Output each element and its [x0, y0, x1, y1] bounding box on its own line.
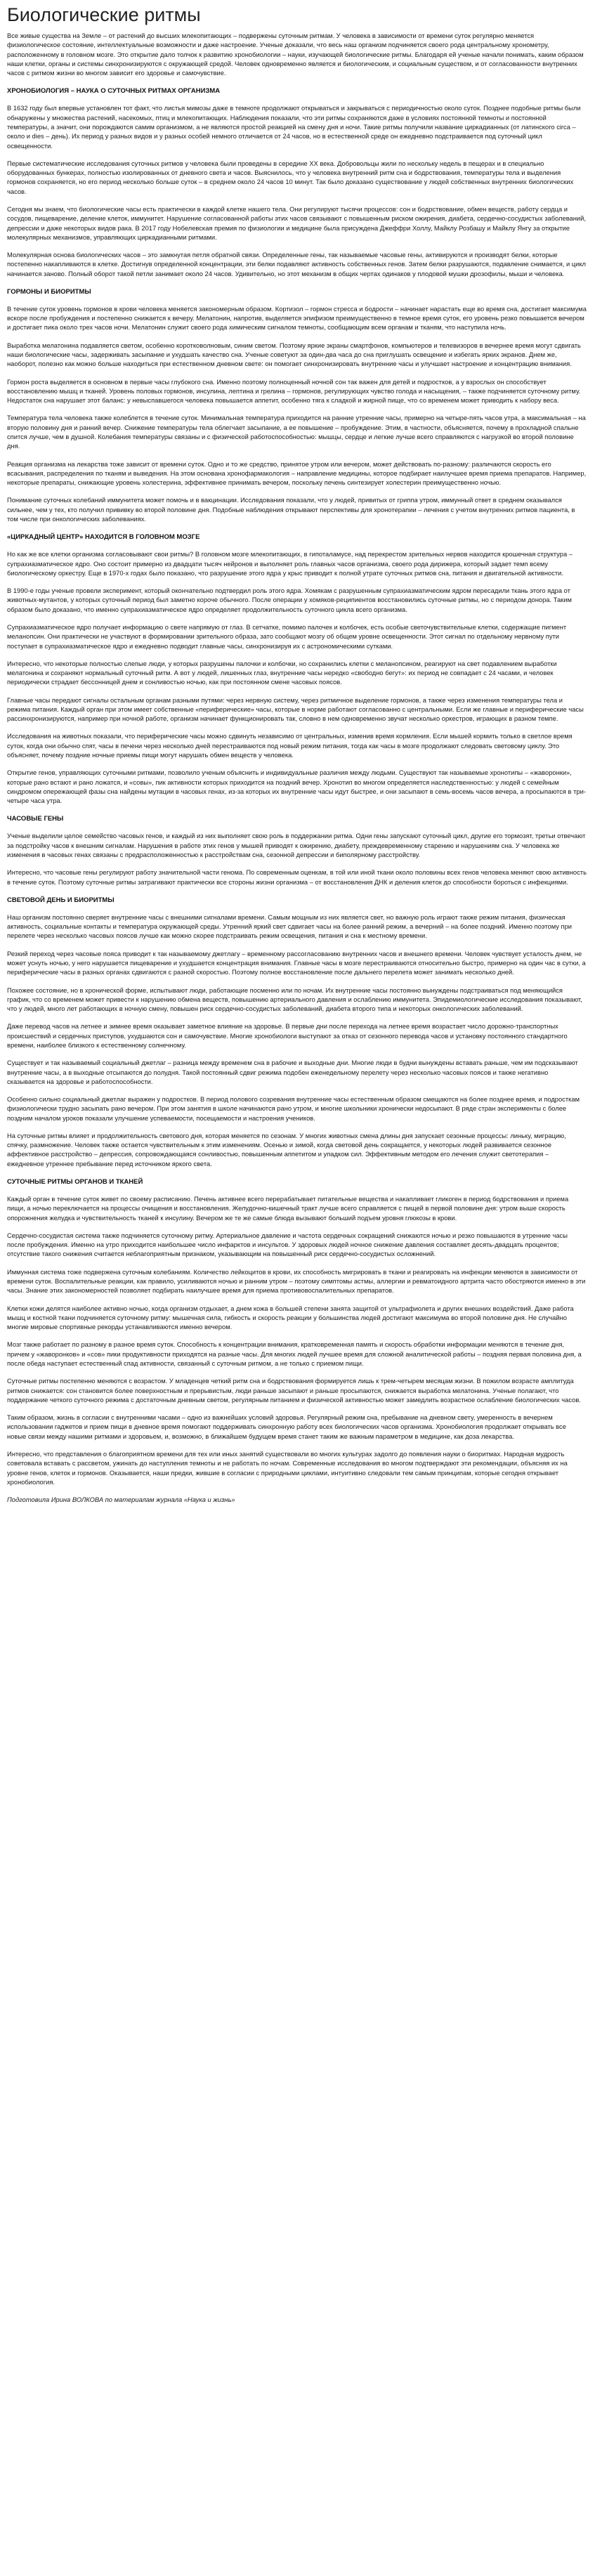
paragraph: Открытие генов, управляющих суточными ритмами, позволило ученым объяснить и индивидуальные различия между людьми. Существуют так называемые хронотипы – «жаворонки», которые рано встают и рано ложатся, и «совы», пик активности которых приходится на поздний вечер. Хронотип во многом определяется наследственностью: у людей с семейным синдромом опережающей фазы сна найдены мутации в часовых генах, из-за которых их внутренние часы идут быстрее, и они засыпают в семь-восемь часов вечера, а просыпаются в три-четыре часа утра. [7, 769, 586, 805]
section-heading-daylight: СВЕТОВОЙ ДЕНЬ И БИОРИТМЫ [7, 896, 115, 904]
paragraph: Главные часы передают сигналы остальным органам разными путями: через нервную систему, через ритмичное выделение гормонов, а также через изменения температуры тела и режима питания. Каждый орган при этом имеет собственные «периферические» часы, которые в норме работают согласованно с центральными. Если же главные и периферические часы рассинхронизируются, например при ночной работе, организм начинает функционировать так, словно в нем одновременно звучат несколько оркестров, играющих в разном темпе. [7, 696, 584, 723]
paragraph: Выработка мелатонина подавляется светом, особенно коротковолновым, синим светом. Поэтому яркие экраны смартфонов, компьютеров и телевизоров в вечернее время могут сдвигать наши биологические часы, задерживать засыпание и ухудшать качество сна. Ученые советуют за один-два часа до сна приглушать освещение и избегать ярких экранов. Днем же, наоборот, полезно как можно больше находиться при естественном дневном свете: он помогает синхронизировать внутренние часы и улучшает настроение и концентрацию внимания. [7, 341, 581, 368]
article-byline: Подготовила Ирина ВОЛКОВА по материалам журнала «Наука и жизнь» [7, 1496, 235, 1504]
paragraph: Гормон роста выделяется в основном в первые часы глубокого сна. Именно поэтому полноценный ночной сон так важен для детей и подростков, а у взрослых он способствует восстановлению мышц и тканей. Уровень половых гормонов, инсулина, лептина и грелина – гормонов, регулирующих чувство голода и насыщения, – также подчиняется суточному ритму. Недостаток сна нарушает этот баланс: у невыспавшегося человека повышается аппетит, особенно тяга к сладкой и жирной пище, что со временем может приводить к набору веса. [7, 378, 581, 405]
section-heading-clock-genes: ЧАСОВЫЕ ГЕНЫ [7, 815, 64, 823]
paragraph: Интересно, что часовые гены регулируют работу значительной части генома. По современным оценкам, в той или иной ткани около половины всех генов человека меняют свою активность в течение суток. Поэтому суточные ритмы затрагивают практически все стороны жизни организма – от восстановления ДНК и деления клеток до способности бороться с инфекциями. [7, 869, 587, 886]
paragraph: Реакция организма на лекарства тоже зависит от времени суток. Одно и то же средство, принятое утром или вечером, может действовать по-разному: различаются скорость его всасывания, распределения по тканям и выведения. На этом основана хронофармакология – направление медицины, которое подбирает наилучшее время приема препаратов. Например, некоторые препараты, снижающие уровень холестерина, эффективнее принимать вечером, поскольку печень синтезирует холестерин преимущественно ночью. [7, 460, 587, 487]
section-heading-organ-rhythms: СУТОЧНЫЕ РИТМЫ ОРГАНОВ И ТКАНЕЙ [7, 1178, 143, 1186]
paragraph: Наш организм постоянно сверяет внутренние часы с внешними сигналами времени. Самым мощным из них является свет, но важную роль играют также режим питания, физическая активность, социальные контакты и температура окружающей среды. Утренний яркий свет сдвигает часы на более ранний режим, а вечерний – на более поздний. Именно поэтому при перелете через несколько часовых поясов лучше как можно скорее подстраивать режим освещения, питания и сна к местному времени. [7, 913, 572, 940]
paragraph: На суточные ритмы влияет и продолжительность светового дня, которая меняется по сезонам. У многих животных смена длины дня запускает сезонные процессы: линьку, миграцию, спячку, размножение. Человек также остается чувствительным к этим изменениям. Осенью и зимой, когда световой день сокращается, у некоторых людей развивается сезонное аффективное расстройство – депрессия, сопровождающаяся сонливостью, повышенным аппетитом и упадком сил. Эффективным методом его лечения служит светотерапия – ежедневное утреннее пребывание перед источником яркого света. [7, 1132, 566, 1168]
paragraph: Резкий переход через часовые пояса приводит к так называемому джетлагу – временному рассогласованию внутренних часов и внешнего времени. Человек чувствует усталость днем, не может уснуть ночью, у него нарушается пищеварение и ухудшается концентрация внимания. Главные часы в мозге перестраиваются относительно быстро, примерно на один час в сутки, а периферические часы в разных органах сдвигаются с разной скоростью. Поэтому полное восстановление после дальнего перелета может занимать несколько дней. [7, 950, 586, 976]
paragraph: Ученые выделили целое семейство часовых генов, и каждый из них выполняет свою роль в поддержании ритма. Одни гены запускают суточный цикл, другие его тормозят, третьи отвечают за подстройку часов к внешним сигналам. Нарушения в работе этих генов у мышей приводят к ожирению, диабету, преждевременному старению и нарушениям сна. У человека же изменения в часовых генах связаны с предрасположенностью к расстройствам сна, сезонной депрессии и биполярному расстройству. [7, 832, 586, 858]
paragraph: Молекулярная основа биологических часов – это замкнутая петля обратной связи. Определенные гены, так называемые часовые гены, активируются и производят белки, которые постепенно накапливаются в клетке. Достигнув определенной концентрации, эти белки подавляют активность собственных генов. Затем белки разрушаются, подавление снимается, и цикл начинается заново. Полный оборот такой петли занимает около 24 часов. Удивительно, но этот механизм в общих чертах одинаков у плодовой мушки дрозофилы, мыши и человека. [7, 251, 586, 277]
paragraph: Суточные ритмы постепенно меняются с возрастом. У младенцев четкий ритм сна и бодрствования формируется лишь к трем-четырем месяцам жизни. В пожилом возрасте амплитуда ритмов снижается: сон становится более поверхностным и прерывистым, люди раньше засыпают и раньше просыпаются, снижается выработка мелатонина. Ученые полагают, что поддержание четкого суточного режима с достаточным дневным светом, регулярным питанием и физической активностью может замедлить возрастное ослабление биологических часов. [7, 1378, 581, 1404]
page-title: Биологические ритмы [7, 4, 201, 25]
paragraph: Супрахиазматическое ядро получает информацию о свете напрямую от глаз. В сетчатке, помимо палочек и колбочек, есть особые светочувствительные клетки, содержащие пигмент меланопсин. Они практически не участвуют в формировании зрительного образа, зато сообщают мозгу об общем уровне освещенности. Этот сигнал по отдельному нервному пути поступает в супрахиазматическое ядро и ежедневно подводит главные часы, синхронизируя их с астрономическими сутками. [7, 623, 567, 650]
paragraph: Клетки кожи делятся наиболее активно ночью, когда организм отдыхает, а днем кожа в большей степени занята защитой от ультрафиолета и других внешних воздействий. Даже работа мышц и костной ткани подчиняется суточному ритму: мышечная сила, гибкость и скорость реакции у большинства людей достигают максимума во второй половине дня. Не случайно многие мировые спортивные рекорды устанавливаются именно вечером. [7, 1305, 574, 1331]
paragraph: В 1990-е годы ученые провели эксперимент, который окончательно подтвердил роль этого ядра. Хомякам с разрушенным супрахиазматическим ядром пересадили ткань этого ядра от животных-мутантов, у которых суточный период был заметно короче обычного. После операции у хомяков-реципиентов восстановились суточные ритмы, но с периодом донора. Таким образом было доказано, что именно супрахиазматическое ядро определяет продолжительность суточного цикла всего организма. [7, 587, 572, 613]
paragraph-intro: Все живые существа на Земле – от растений до высших млекопитающих – подвержены суточным ритмам. У человека в зависимости от времени суток регулярно меняется физиологическое состояние, интеллектуальные возможности и даже настроение. Ученые доказали, что весь наш организм подчиняется своего рода центральному хронометру, расположенному в головном мозге. Это открытие дало толчок к развитию хронобиологии – науки, изучающей биологические ритмы. Благодаря ей ученые начали понимать, каким образом наши клетки, органы и системы синхронизируются с окружающей средой. Человек одновременно является и биологическим, и социальным существом, и от согласованности внутренних часов с ритмом жизни во многом зависит его здоровье и самочувствие. [7, 32, 584, 77]
paragraph: Понимание суточных колебаний иммунитета может помочь и в вакцинации. Исследования показали, что у людей, привитых от гриппа утром, иммунный ответ в среднем оказывался сильнее, чем у тех, кто получил прививку во второй половине дня. Подобные наблюдения открывают перспективы для хронотерапии – лечения с учетом внутренних ритмов пациента, в том числе при онкологических заболеваниях. [7, 497, 575, 523]
paragraph: Сегодня мы знаем, что биологические часы есть практически в каждой клетке нашего тела. Они регулируют тысячи процессов: сон и бодрствование, обмен веществ, работу сердца и сосудов, пищеварение, деление клеток, иммунитет. Нарушение согласованной работы этих часов связывают с повышенным риском ожирения, диабета, сердечно-сосудистых заболеваний, депрессии и даже некоторых видов рака. В 2017 году Нобелевская премия по физиологии и медицине была присуждена Джеффри Холлу, Майклу Розбашу и Майклу Янгу за открытие молекулярных механизмов, управляющих циркадианными ритмами. [7, 205, 586, 241]
paragraph: В течение суток уровень гормонов в крови человека меняется закономерным образом. Кортизол – гормон стресса и бодрости – начинает нарастать еще во время сна, достигает максимума вскоре после пробуждения и постепенно снижается к вечеру. Мелатонин, напротив, выделяется эпифизом преимущественно в темное время суток, его уровень резко повышается вечером и достигает пика около трех часов ночи. Мелатонин служит своего рода химическим сигналом темноты, сообщающим всем органам и тканям, что наступила ночь. [7, 305, 587, 332]
paragraph: Похожее состояние, но в хронической форме, испытывают люди, работающие посменно или по ночам. Их внутренние часы постоянно вынуждены подстраиваться под меняющийся график, что со временем может привести к нарушению обмена веществ, повышению артериального давления и ослаблению иммунитета. Эпидемиологические исследования показывают, что у людей, много лет работающих в ночную смену, повышен риск сердечно-сосудистых заболеваний, диабета второго типа и некоторых онкологических заболеваний. [7, 986, 582, 1013]
paragraph: Сердечно-сосудистая система также подчиняется суточному ритму. Артериальное давление и частота сердечных сокращений снижаются ночью и резко повышаются в утренние часы после пробуждения. Именно на утро приходится наибольшее число инфарктов и инсультов. У здоровых людей ночное снижение давления составляет десять-двадцать процентов; отсутствие такого снижения считается неблагоприятным признаком, указывающим на повышенный риск сердечно-сосудистых осложнений. [7, 1231, 568, 1258]
paragraph: Температура тела человека также колеблется в течение суток. Минимальная температура приходится на ранние утренние часы, примерно на четыре-пять часов утра, а максимальная – на вторую половину дня и ранний вечер. Снижение температуры тела облегчает засыпание, а ее повышение – пробуждение. Этим, в частности, объясняется, почему в прохладной спальне спится лучше, чем в душной. Колебания температуры связаны и с физической работоспособностью: мышцы, сердце и легкие лучше всего справляются с нагрузкой во второй половине дня. [7, 414, 586, 450]
paragraph: Интересно, что представления о благоприятном времени для тех или иных занятий существовали во многих культурах задолго до появления науки о биоритмах. Народная мудрость советовала вставать с рассветом, ужинать до наступления темноты и не работать по ночам. Современные исследования во многом подтверждают эти рекомендации, объясняя их на уровне генов, клеток и гормонов. Оказывается, наши предки, жившие в согласии с природными циклами, интуитивно следовали тем самым принципам, которые сегодня открывает хронобиология. [7, 1450, 568, 1486]
paragraph: Исследования на животных показали, что периферические часы можно сдвинуть независимо от центральных, изменив время кормления. Если мышей кормить только в светлое время суток, когда они обычно спят, часы в печени через несколько дней перестраиваются под новый режим питания, тогда как часы в мозге продолжают следовать световому циклу. Это объясняет, почему поздние ночные приемы пищи могут нарушать обмен веществ у человека. [7, 733, 573, 759]
paragraph: Интересно, что некоторые полностью слепые люди, у которых разрушены палочки и колбочки, но сохранились клетки с меланопсином, реагируют на свет подавлением выработки мелатонина и сохраняют нормальный суточный ритм. А вот у людей, лишенных глаз, внутренние часы нередко «свободно бегут»: их период не совпадает с 24 часами, и человек периодически страдает бессонницей днем и сонливостью ночью, как при постоянном смене часовых поясов. [7, 660, 557, 686]
section-heading-circadian-center: «ЦИРКАДНЫЙ ЦЕНТР» НАХОДИТСЯ В ГОЛОВНОМ МОЗГЕ [7, 533, 200, 542]
paragraph: Каждый орган в течение суток живет по своему расписанию. Печень активнее всего перерабатывает питательные вещества и накапливает гликоген в период бодрствования и приема пищи, а ночью переключается на процессы очищения и восстановления. Желудочно-кишечный тракт лучше всего справляется с пищей в первой половине дня: утром выше скорость опорожнения желудка и чувствительность тканей к инсулину. Вечером же те же самые блюда вызывают больший подъем уровня глюкозы в крови. [7, 1196, 569, 1222]
paragraph: Существует и так называемый социальный джетлаг – разница между временем сна в рабочие и выходные дни. Многие люди в будни вынуждены вставать раньше, чем им подсказывают внутренние часы, а в выходные отсыпаются до полудня. Такой постоянный сдвиг режима подобен еженедельному перелету через несколько часовых поясов и также негативно сказывается на здоровье и работоспособности. [7, 1059, 578, 1085]
paragraph: Первые систематические исследования суточных ритмов у человека были проведены в середине XX века. Добровольцы жили по нескольку недель в пещерах и в специально оборудованных бункерах, полностью изолированных от дневного света и часов. Выяснилось, что у человека внутренний ритм сна и бодрствования, температуры тела и выделения гормонов сохраняется, но его период несколько больше суток – в среднем около 24 часов 10 минут. Так было доказано существование у людей собственных внутренних биологических часов. [7, 159, 574, 195]
paragraph: Мозг также работает по разному в разное время суток. Способность к концентрации внимания, кратковременная память и скорость обработки информации меняются в течение дня, причем у «жаворонков» и «сов» пики продуктивности приходятся на разные часы. Для многих людей лучшее время для сложной аналитической работы – поздняя первая половина дня, а после обеда наступает естественный спад активности, связанный с суточным ритмом, а не только с приемом пищи. [7, 1341, 582, 1367]
paragraph: Но как же все клетки организма согласовывают свои ритмы? В головном мозге млекопитающих, в гипоталамусе, над перекрестом зрительных нервов находится крошечная структура – супрахиазматическое ядро. Оно состоит примерно из двадцати тысяч нейронов и выполняет роль главных часов организма, своего рода дирижера, который задает темп всему биологическому оркестру. Еще в 1970-х годах было показано, что разрушение этого ядра у крыс приводит к полной утрате суточных ритмов сна, питания и двигательной активности. [7, 551, 573, 577]
paragraph: Иммунная система тоже подвержена суточным колебаниям. Количество лейкоцитов в крови, их способность мигрировать в ткани и реагировать на инфекции меняются в зависимости от времени суток. Воспалительные реакции, как правило, усиливаются ночью и ранним утром – поэтому симптомы астмы, аллергии и ревматоидного артрита часто обостряются именно в эти часы. Знание этих закономерностей позволяет подбирать наилучшее время для приема противовоспалительных препаратов. [7, 1268, 586, 1295]
section-heading-chronobiology: ХРОНОБИОЛОГИЯ – НАУКА О СУТОЧНЫХ РИТМАХ ОРГАНИЗМА [7, 87, 221, 96]
section-heading-hormones: ГОРМОНЫ И БИОРИТМЫ [7, 287, 91, 296]
paragraph: Даже перевод часов на летнее и зимнее время оказывает заметное влияние на здоровье. В первые дни после перехода на летнее время возрастает число дорожно-транспортных происшествий и сердечных приступов, ухудшаются сон и самочувствие. Многие хронобиологи выступают за отказ от сезонного перевода часов и установку постоянного стандартного времени, наиболее близкого к естественному солнечному. [7, 1023, 568, 1049]
paragraph: Особенно сильно социальный джетлаг выражен у подростков. В период полового созревания внутренние часы естественным образом смещаются на более позднее время, и подросткам физиологически трудно засыпать рано вечером. При этом занятия в школе начинаются рано утром, и многие школьники хронически недосыпают. В ряде стран эксперименты с более поздним началом уроков показали улучшение успеваемости, посещаемости и настроения учеников. [7, 1096, 580, 1122]
paragraph: В 1632 году был впервые установлен тот факт, что листья мимозы даже в темноте продолжают открываться и закрываться с периодичностью около суток. Позднее подобные ритмы были обнаружены у множества растений, насекомых, птиц и млекопитающих. Наблюдения показали, что эти ритмы сохраняются даже в условиях постоянной темноты и постоянной температуры, а значит, они порождаются самим организмом, а не являются простой реакцией на смену дня и ночи. Такие ритмы получили название циркадианных (от латинского circa – около и dies – день). Их период у разных видов и у разных особей немного отличается от 24 часов, но в естественной среде он ежедневно подстраивается под суточный цикл освещенности. [7, 105, 581, 150]
paragraph: Таким образом, жизнь в согласии с внутренними часами – одно из важнейших условий здоровья. Регулярный режим сна, пребывание на дневном свету, умеренность в вечернем использовании гаджетов и прием пищи в дневное время помогают поддерживать синхронную работу всех биологических часов организма. Хронобиология продолжает открывать все новые связи между нашими ритмами и здоровьем, и, возможно, в ближайшем будущем время станет таким же важным параметром в медицине, как доза лекарства. [7, 1414, 566, 1440]
